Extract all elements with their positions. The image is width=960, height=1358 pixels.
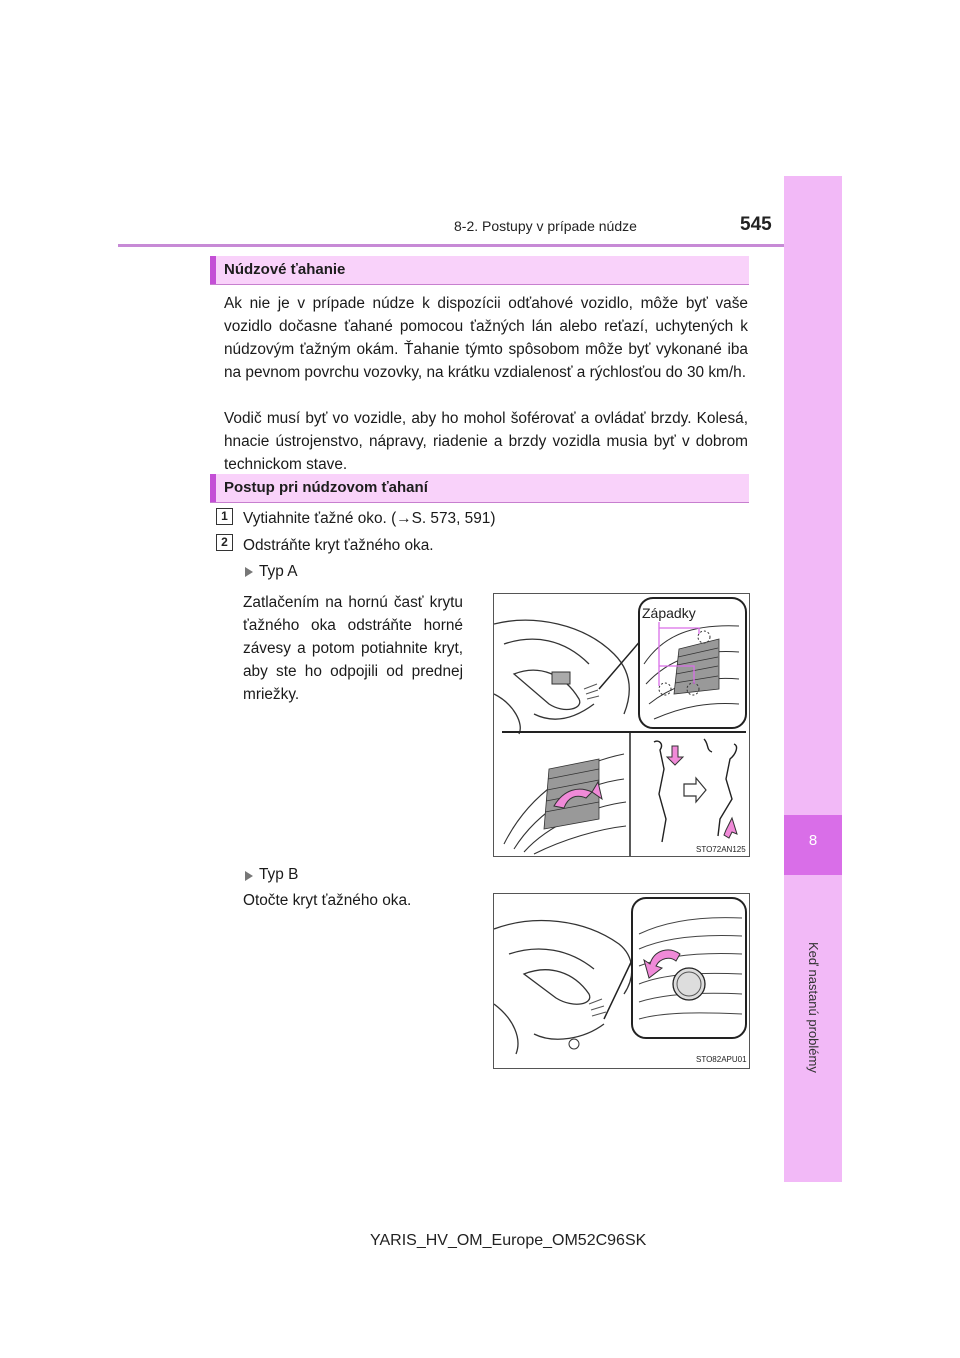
- callout-latches-label: Západky: [642, 605, 696, 621]
- figure-type-b: [493, 893, 750, 1069]
- chapter-title: [805, 942, 821, 1004]
- bullet-triangle-icon: [245, 567, 253, 577]
- section-heading-towing-procedure: [210, 474, 749, 503]
- bullet-triangle-icon: [245, 871, 253, 881]
- step-number-1: 1: [216, 508, 233, 525]
- type-a-description: Zatlačením na hornú časť krytu ťažného oka odstráňte horné závesy a potom potiahnite kryt, aby ste ho odpojili od prednej mriežky.: [243, 594, 463, 703]
- step-number-2: 2: [216, 534, 233, 551]
- section-heading-text: Postup pri núdzovom ťahaní: [224, 479, 428, 496]
- type-b-label: Typ B: [259, 866, 299, 883]
- chapter-number: 8: [808, 832, 818, 849]
- document-footer: YARIS_HV_OM_Europe_OM52C96SK: [370, 1232, 647, 1249]
- section-heading-emergency-towing: [210, 256, 749, 285]
- step-text-2: Odstráňte kryt ťažného oka.: [243, 537, 434, 554]
- step-text-1: Vytiahnite ťažné oko. (→S. 573, 591): [243, 510, 496, 527]
- running-header-section: 8-2. Postupy v prípade núdze: [454, 218, 637, 234]
- page-number: 545: [740, 214, 772, 235]
- figure-code-b: STO82APU01: [696, 1055, 747, 1064]
- paragraph-towing-intro: Ak nie je v prípade núdze k dispozícii odťahové vozidlo, môže byť vaše vozidlo dočasne ťahané pomocou ťažných lán alebo reťazí, uchytených k núdzovým ťažným okám. Ťahanie týmto spôsobom môže byť vykonané iba na pevnom povrchu vozovky, na krátku vzdialenosť a rýchlosťou do 30 km/h.: [224, 295, 748, 381]
- figure-type-a: [493, 593, 750, 857]
- type-b-description: Otočte kryt ťažného oka.: [243, 892, 412, 909]
- header-rule: [118, 244, 784, 247]
- figure-code-a: STO72AN125: [696, 845, 746, 854]
- section-heading-text: Núdzové ťahanie: [224, 261, 346, 278]
- section-heading-bar: [210, 474, 216, 502]
- section-heading-bar: [210, 256, 216, 284]
- paragraph-driver-requirements: Vodič musí byť vo vozidle, aby ho mohol šoférovať a ovládať brzdy. Kolesá, hnacie ústrojenstvo, nápravy, riadenie a brzdy vozidla musia byť v dobrom technickom stave.: [224, 410, 748, 473]
- type-a-label: Typ A: [259, 563, 298, 580]
